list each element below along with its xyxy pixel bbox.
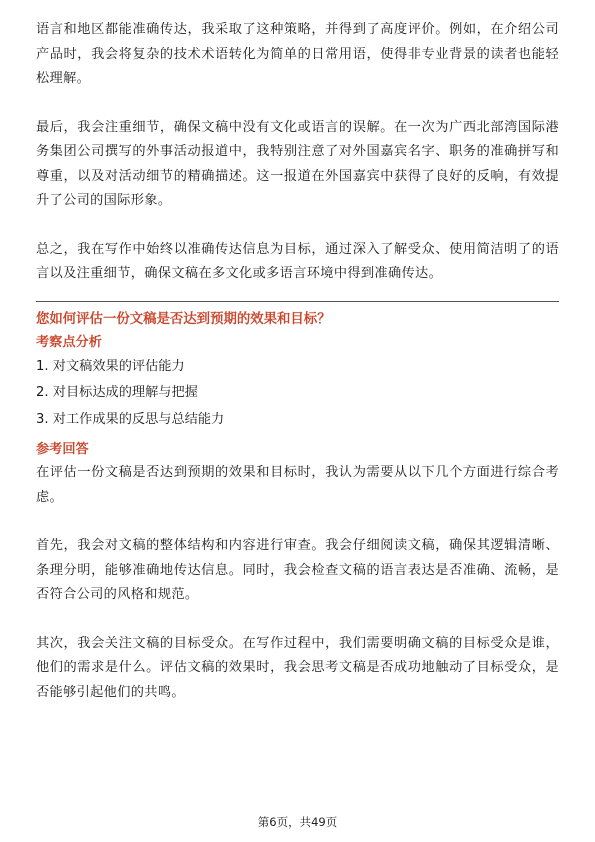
paragraph-gap bbox=[36, 510, 559, 534]
answer-heading: 参考回答 bbox=[36, 442, 89, 457]
section-divider bbox=[36, 301, 559, 302]
answer-paragraph-1: 在评估一份文稿是否达到预期的效果和目标时，我认为需要从以下几个方面进行综合考虑。 bbox=[36, 465, 559, 505]
intro-paragraph-1: 语言和地区都能准确传达，我采取了这种策略，并得到了高度评价。例如，在介绍公司产品时，我会将复杂的技术术语转化为简单的日常用语，使得非专业背景的读者也能轻松理解。 bbox=[36, 22, 559, 86]
page-number-footer: 第6页，共49页 bbox=[257, 815, 338, 829]
analysis-item-1: 1. 对文稿效果的评估能力 bbox=[36, 358, 185, 374]
paragraph-gap bbox=[36, 608, 559, 632]
answer-paragraph-3: 其次，我会关注文稿的目标受众。在写作过程中，我们需要明确文稿的目标受众是谁，他们的需求是什么。评估文稿的效果时，我会思考文稿是否成功地触动了目标受众，是否能够引起他们的共鸣。 bbox=[36, 635, 559, 700]
page-content bbox=[36, 18, 559, 705]
analysis-item-3: 3. 对工作成果的反思与总结能力 bbox=[36, 411, 225, 427]
question-heading: 您如何评估一份文稿是否达到预期的效果和目标？ bbox=[36, 311, 331, 327]
paragraph-gap bbox=[36, 92, 559, 116]
analysis-item-2: 2. 对目标达成的理解与把握 bbox=[36, 385, 198, 400]
intro-paragraph-3: 总之，我在写作中始终以准确传达信息为目标，通过深入了解受众、使用简洁明了的语言以及注重细节，确保文稿在多文化或多语言环境中得到准确传达。 bbox=[36, 241, 559, 281]
paragraph-gap bbox=[36, 214, 559, 238]
intro-paragraph-2: 最后，我会注重细节，确保文稿中没有文化或语言的误解。在一次为广西北部湾国际港务集团公司撰写的外事活动报道中，我特别注意了对外国嘉宾名字、职务的准确拼写和尊重，以及对活动细节的精确描述。这一报道在外国嘉宾中获得了良好的反响，有效提升了公司的国际形象。 bbox=[36, 119, 559, 208]
analysis-heading: 考察点分析 bbox=[36, 334, 102, 350]
answer-paragraph-2: 首先，我会对文稿的整体结构和内容进行审查。我会仔细阅读文稿，确保其逻辑清晰、条理分明，能够准确地传达信息。同时，我会检查文稿的语言表达是否准确、流畅，是否符合公司的风格和规范。 bbox=[36, 538, 559, 602]
